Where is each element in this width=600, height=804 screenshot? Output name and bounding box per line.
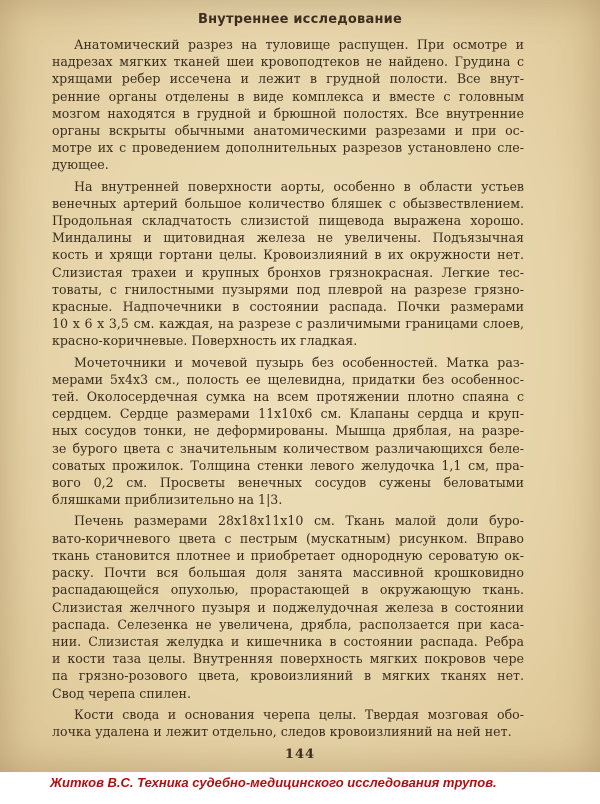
text-line: тей. Околосердечная сумка на всем протяжении плотно спаяна с [52,389,524,405]
text-line: распадающейся опухолью, прорастающей в окружающую ткань. [52,582,524,598]
text-line: На внутренней поверхности аорты, особенно в области устьев [74,178,524,194]
text-line: Кости свода и основания черепа целы. Твердая мозговая обо- [74,706,524,722]
source-caption: Житков В.С. Техника судебно-медицинского исследования трупов. [50,775,497,790]
text-line: дующее. [52,157,109,173]
text-line: лочка удалена и лежит отдельно, следов кровоизлияний на ней нет. [52,723,512,739]
text-line: мозгом находятся в грудной и брюшной полостях. Все внутренние [52,105,524,121]
text-line: мерами 5x4x3 см., полость ее щелевидна, придатки без особеннос- [52,371,524,387]
text-line: надрезах мягких тканей шеи кровоподтеков не найдено. Грудина с [52,54,524,70]
page-number: 144 [284,747,316,762]
text-line: венечных артерий большое количество бляшек с обызвествлением. [52,195,524,211]
text-line: 10 x 6 x 3,5 см. каждая, на разрезе с различимыми границами слоев, [52,316,524,332]
text-line: Анатомический разрез на туловище распущен. При осмотре и [74,37,524,52]
text-line: и кости таза целы. Внутренняя поверхность мягких покровов чере [52,651,524,667]
text-line: вато-коричневого цвета с пестрым (мускатным) рисунком. Вправо [52,530,524,546]
paragraph [52,178,524,350]
text-line: красные. Надпочечники в состоянии распада. Почки размерами [52,299,524,315]
text-line: Свод черепа спилен. [52,685,191,701]
text-line: Слизистая трахеи и крупных бронхов грязнокрасная. Легкие тес- [52,264,524,280]
text-line: кость и хрящи гортани целы. Кровоизлияний в их окружности нет. [52,247,524,263]
text-line: соватых прожилок. Толщина стенки левого желудочка 1,1 см, пра- [52,457,524,473]
text-line: Слизистая желчного пузыря и поджелудочная железа в состоянии [52,599,524,615]
text-line: Мочеточники и мочевой пузырь без особенностей. Матка раз- [74,354,524,370]
paragraph [52,36,524,174]
text-line: ных сосудов тонки, не деформированы. Мышца дряблая, на разре- [52,423,524,439]
paragraph [52,706,524,740]
paragraph [52,512,524,701]
section-heading: Внутреннее исследование [198,12,402,27]
text-line: нии. Слизистая желудка и кишечника в состоянии распада. Ребра [52,633,524,649]
text-line: бляшками приблизительно на 1|3. [52,492,283,508]
text-line: товаты, с гнилостными пузырями под плеврой на разрезе грязно- [52,281,524,297]
text-line: хрящами ребер иссечена и лежит в грудной полости. Все внут- [52,71,524,87]
text-line: раску. Почти вся большая доля занята массивной крошковидно [52,565,524,581]
text-line: Продольная складчатость слизистой пищевода выражена хорошо. [52,213,524,229]
text-line: па грязно-розового цвета, кровоизлияний в мягких тканях нет. [52,668,524,684]
body-text [52,36,524,744]
text-line: мотре их с проведением дополнительных разрезов установлено сле- [52,140,524,156]
text-line: зе бурого цвета с значительным количеством различающихся беле- [52,440,524,456]
text-line: ренние органы отделены в виде комплекса и вместе с головным [52,88,524,104]
text-line: распада. Селезенка не увеличена, дрябла, расползается при каса- [52,616,524,632]
text-line: органы вскрыты обычными анатомическими разрезами и при ос- [52,123,524,139]
paragraph [52,354,524,509]
text-line: Печень размерами 28x18x11x10 см. Ткань малой доли буро- [74,513,524,529]
text-line: ткань становится плотнее и приобретает однородную сероватую ок- [52,547,524,563]
text-line: вого 0,2 см. Просветы венечных сосудов сужены беловатыми [52,475,524,491]
text-line: сердцем. Сердце размерами 11x10x6 см. Клапаны сердца и круп- [52,406,524,422]
text-line: красно-коричневые. Поверхность их гладкая. [52,333,358,349]
text-line: Миндалины и щитовидная железа не увеличены. Подъязычная [52,230,524,246]
